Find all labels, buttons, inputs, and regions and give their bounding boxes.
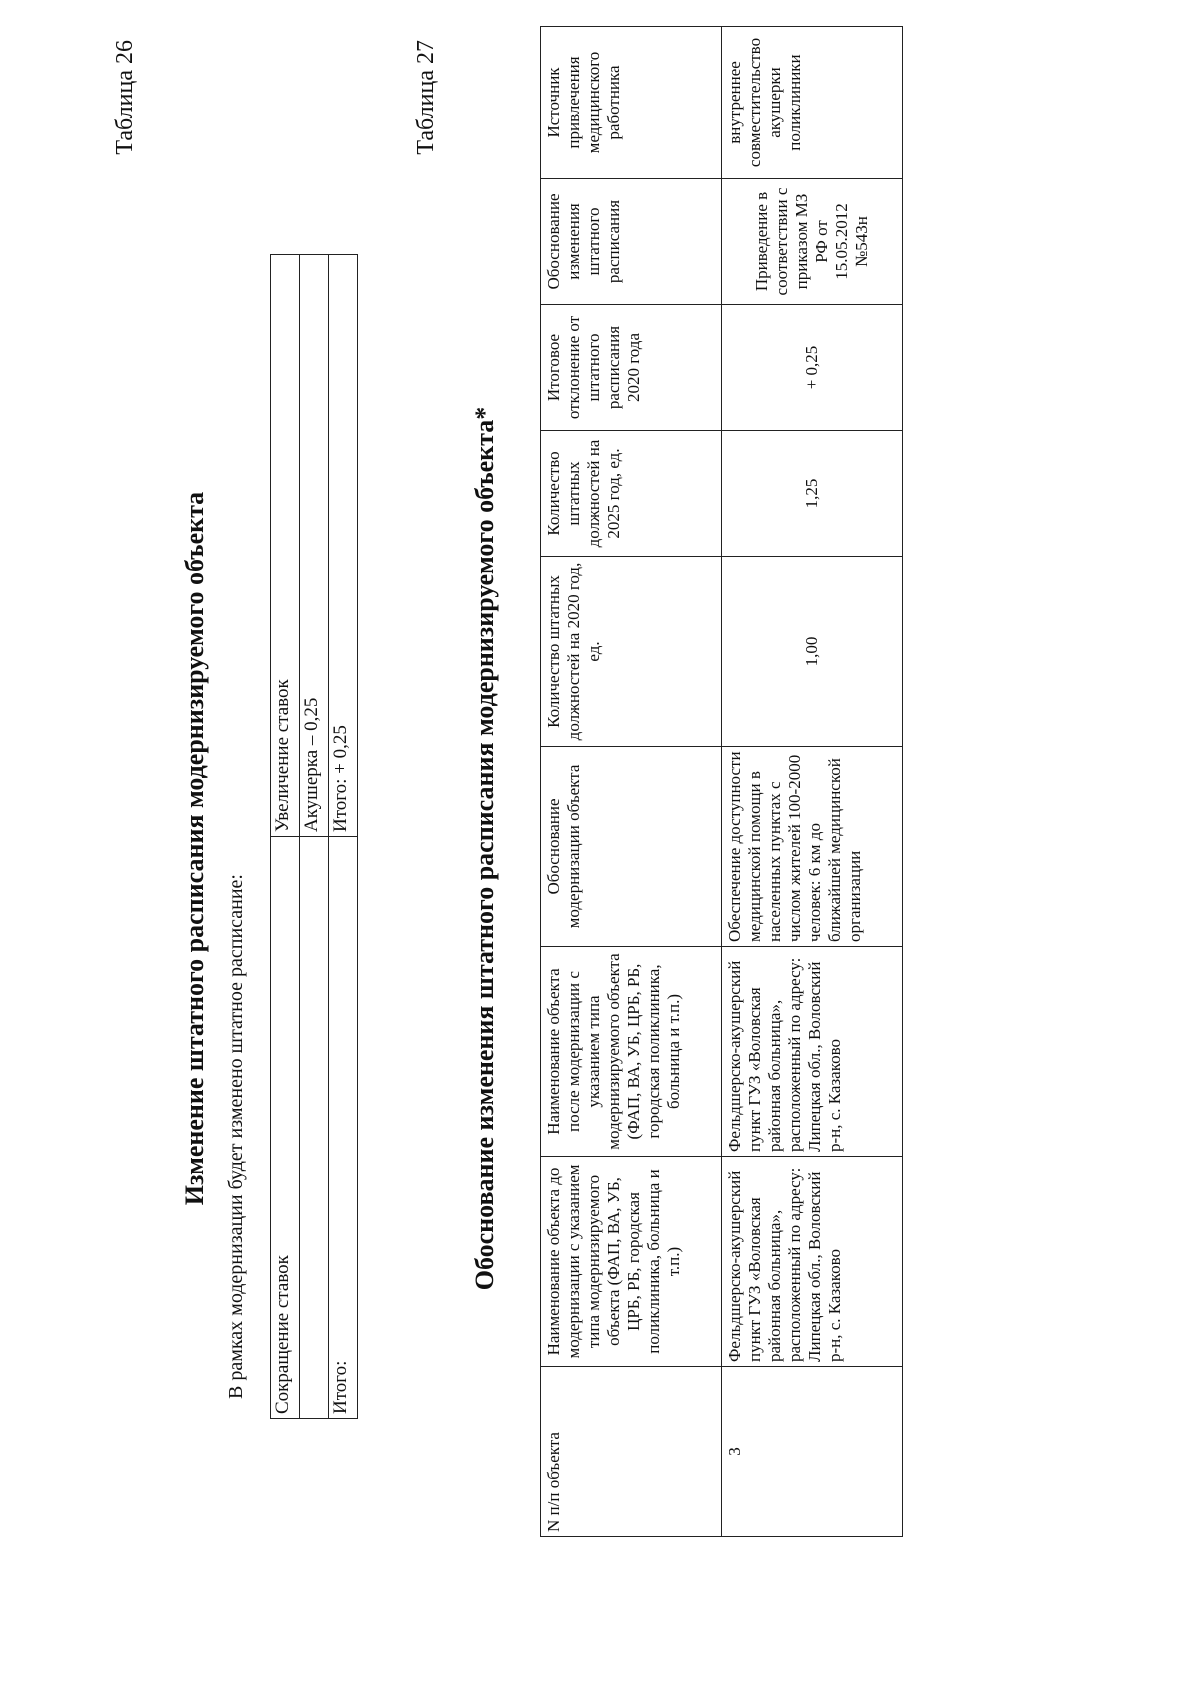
table-row bbox=[722, 27, 903, 1537]
staff-justification-table bbox=[540, 26, 903, 1537]
column-header: N п/п объекта bbox=[541, 1367, 722, 1537]
table-cell bbox=[300, 837, 329, 1419]
table-header-row bbox=[541, 27, 722, 1537]
table-27-label: Таблица 27 bbox=[413, 40, 439, 155]
table-cell: Итого: + 0,25 bbox=[329, 255, 358, 837]
table-cell: Акушерка – 0,25 bbox=[300, 255, 329, 837]
table-cell: Сокращение ставок bbox=[271, 837, 300, 1419]
table-row bbox=[300, 255, 329, 1419]
column-header: Обоснование модернизации объекта bbox=[541, 747, 722, 947]
table-cell: 1,00 bbox=[722, 557, 903, 747]
column-header: Итоговое отклонение от штатного расписания 2020 года bbox=[541, 305, 722, 431]
column-header: Обоснование изменения штатного расписания bbox=[541, 179, 722, 305]
table-26-label: Таблица 26 bbox=[112, 40, 138, 155]
column-header: Наименование объекта после модернизации с указанием типа модернизируемого объекта (ФАП, ВА, УБ, ЦРБ, РБ, городская поликлиника, больница и т.п.) bbox=[541, 947, 722, 1157]
table-cell: 1,25 bbox=[722, 431, 903, 557]
table-26-title: Изменение штатного расписания модернизируемого объекта bbox=[180, 491, 209, 1206]
table-row bbox=[329, 255, 358, 1419]
table-cell: Фельдшерско-акушерский пункт ГУЗ «Воловская районная больница», расположенный по адресу: Липецкая обл., Воловский р-н, с. Казаково bbox=[722, 1157, 903, 1367]
column-header: Источник привлечения медицинского работника bbox=[541, 27, 722, 179]
column-header: Количество штатных должностей на 2020 год, ед. bbox=[541, 557, 722, 747]
table-cell: внутреннее совместительство акушерки поликлиники bbox=[722, 27, 903, 179]
cell-text: Обеспечение доступности медицинской помощи в населенных пунктах с числом жителей 100-2000 человек: 6 км до ближайшей медицинской организации bbox=[725, 751, 864, 942]
staff-change-table bbox=[270, 254, 358, 1419]
table-cell: + 0,25 bbox=[722, 305, 903, 431]
table-cell: Увеличение ставок bbox=[271, 255, 300, 837]
table-cell: 3 bbox=[722, 1367, 903, 1537]
table-row bbox=[271, 255, 300, 1419]
column-header: Количество штатных должностей на 2025 год, ед. bbox=[541, 431, 722, 557]
column-header: Наименование объекта до модернизации с указанием типа модернизируемого объекта (ФАП, ВА, УБ, ЦРБ, РБ, городская поликлиника, больница и т.п.) bbox=[541, 1157, 722, 1367]
table-27-title: Обоснование изменения штатного расписания модернизируемого объекта* bbox=[470, 406, 499, 1291]
table-26-intro: В рамках модернизации будет изменено штатное расписание: bbox=[225, 874, 247, 1399]
table-cell: Приведение в соответствии с приказом МЗ РФ от 15.05.2012 №543н bbox=[722, 179, 903, 305]
table-cell bbox=[722, 747, 903, 947]
table-cell: Фельдшерско-акушерский пункт ГУЗ «Воловская районная больница», расположенный по адресу: Липецкая обл., Воловский р-н, с. Казаково bbox=[722, 947, 903, 1157]
table-cell: Итого: bbox=[329, 837, 358, 1419]
